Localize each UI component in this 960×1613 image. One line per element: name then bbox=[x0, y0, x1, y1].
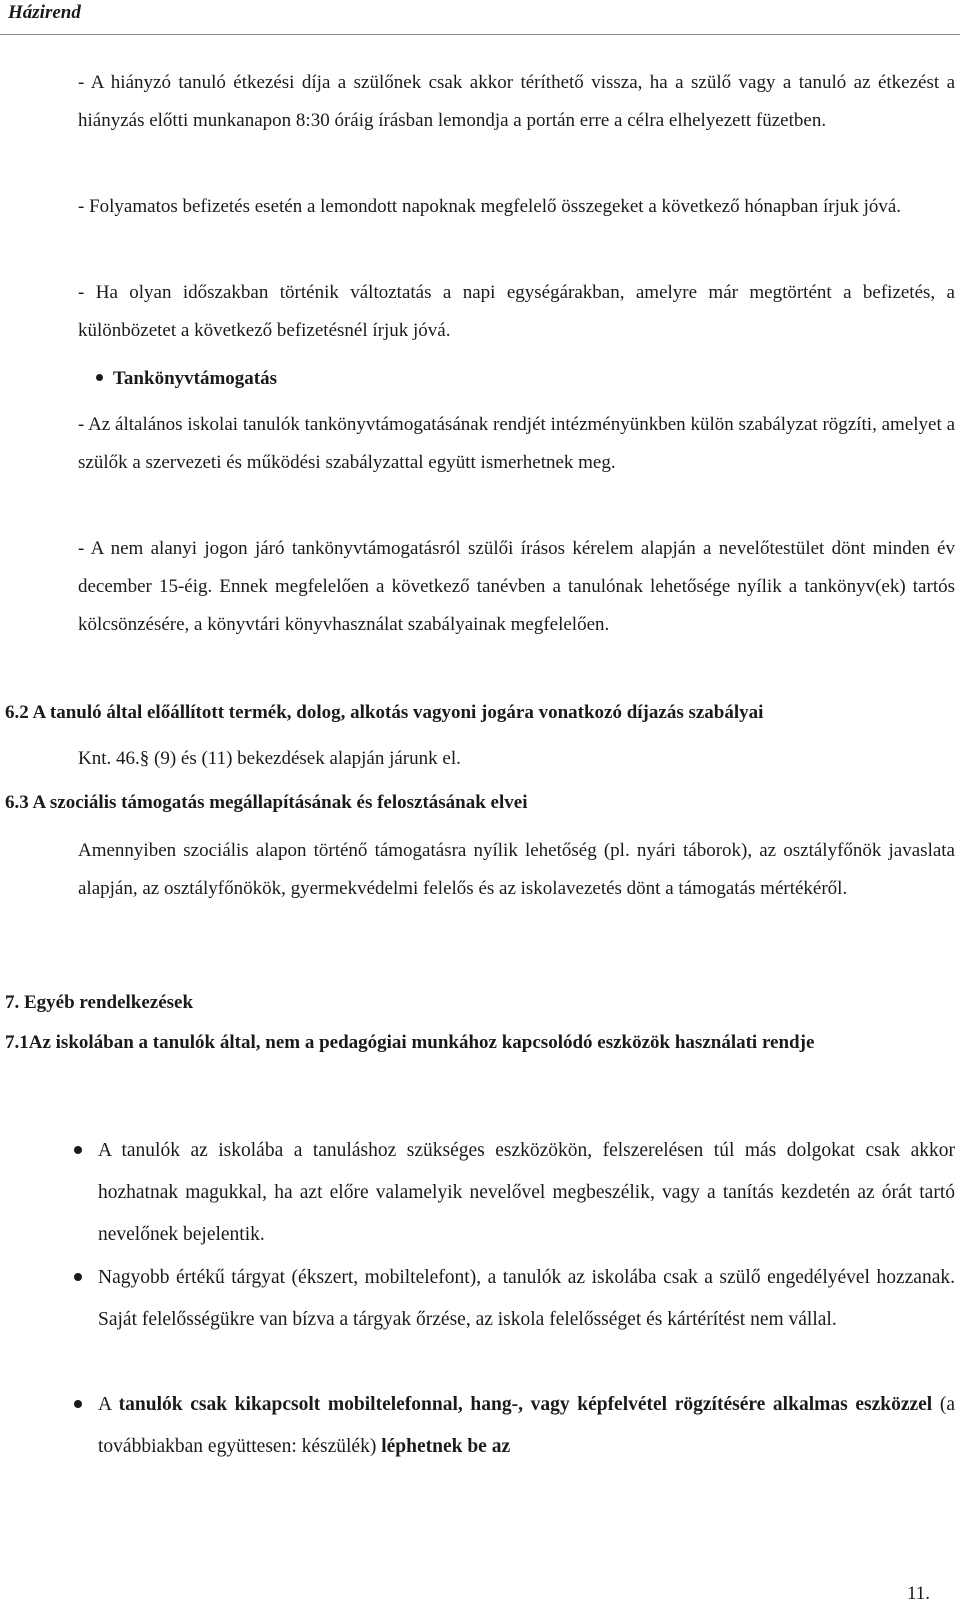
bullet-devices-part-3: (a továbbiakban együttesen: készülék) bbox=[98, 1394, 955, 1457]
bullet-devices-part-4: léphetnek be az bbox=[381, 1436, 511, 1457]
paragraph-knt: Knt. 46.§ (9) és (11) bekezdések alapján járunk el. bbox=[78, 748, 461, 769]
bullet-item-devices bbox=[98, 1384, 955, 1468]
bullet-devices-part-2: tanulók csak kikapcsolt mobiltelefonnal, hang-, vagy képfelvétel rögzítésére alkalmas eszközzel bbox=[118, 1394, 933, 1415]
bullet-devices-part-1: A bbox=[98, 1394, 119, 1415]
heading-6-2: 6.2 A tanuló által előállított termék, dolog, alkotás vagyoni jogára vonatkozó díjazás szabályai bbox=[5, 702, 764, 723]
page-number: 11. bbox=[906, 1583, 930, 1604]
paragraph-meal-refund: - A hiányzó tanuló étkezési díja a szülőnek csak akkor téríthető vissza, ha a szülő vagy a tanuló az étkezést a hiányzás előtti munkanapon 8:30 óráig írásban lemondja a portán erre a célra elhelyezett füzetben. bbox=[78, 72, 955, 131]
paragraph-textbook-rules: - Az általános iskolai tanulók tankönyvtámogatásának rendjét intézményünkben külön szabályzat rögzíti, amelyet a szülők a szervezeti és működési szabályzattal együtt ismerhetnek meg. bbox=[78, 414, 955, 473]
bullet-item-valuables bbox=[98, 1257, 955, 1341]
bullet-item-tools bbox=[98, 1130, 955, 1256]
paragraph-continuous-payment: - Folyamatos befizetés esetén a lemondott napoknak megfelelő összegeket a következő hónapban írjuk jóvá. bbox=[78, 196, 902, 217]
bullet-icon bbox=[74, 1273, 82, 1281]
paragraph-textbook-request: - A nem alanyi jogon járó tankönyvtámogatásról szülői írásos kérelem alapján a nevelőtestület dönt minden év december 15-éig. Ennek megfelelően a következő tanévben a tanulónak lehetősége nyílik a tankönyv(ek) tartós kölcsönzésére, a könyvtári könyvhasználat szabályainak megfelelően. bbox=[78, 538, 955, 635]
bullet-icon bbox=[74, 1146, 82, 1154]
bullet-item-tools-text: A tanulók az iskolába a tanuláshoz szükséges eszközökön, felszerelésen túl más dolgokat csak akkor hozhatnak magukkal, ha azt előre valamelyik nevelővel megbeszélik, vagy a tanítás kezdetén az órát tartó nevelőnek bejelentik. bbox=[98, 1140, 955, 1245]
paragraph-social-support: Amennyiben szociális alapon történő támogatásra nyílik lehetőség (pl. nyári táborok), az osztályfőnök javaslata alapján, az osztályfőnökök, gyermekvédelmi felelős és az iskolavezetés dönt a támogatás mértékéről. bbox=[78, 840, 955, 899]
heading-6-3: 6.3 A szociális támogatás megállapításának és felosztásának elvei bbox=[5, 792, 528, 813]
header-title: Házirend bbox=[8, 2, 81, 23]
paragraph-unit-price-change: - Ha olyan időszakban történik változtatás a napi egységárakban, amelyre már megtörtént a befizetés, a különbözetet a következő befizetésnél írjuk jóvá. bbox=[78, 282, 955, 341]
heading-textbook-support bbox=[96, 368, 277, 390]
page-header bbox=[0, 0, 960, 35]
heading-7: 7. Egyéb rendelkezések bbox=[5, 992, 194, 1013]
heading-textbook-support-label: Tankönyvtámogatás bbox=[113, 368, 278, 389]
bullet-icon bbox=[74, 1400, 82, 1408]
heading-7-1: 7.1Az iskolában a tanulók által, nem a pedagógiai munkához kapcsolódó eszközök használati rendje bbox=[5, 1032, 815, 1053]
bullet-item-valuables-text: Nagyobb értékű tárgyat (ékszert, mobiltelefont), a tanulók az iskolába csak a szülő engedélyével hozzanak. Saját felelősségükre van bízva a tárgyak őrzése, az iskola felelősséget és kártérítést nem vállal. bbox=[98, 1267, 955, 1330]
bullet-icon bbox=[96, 374, 103, 381]
